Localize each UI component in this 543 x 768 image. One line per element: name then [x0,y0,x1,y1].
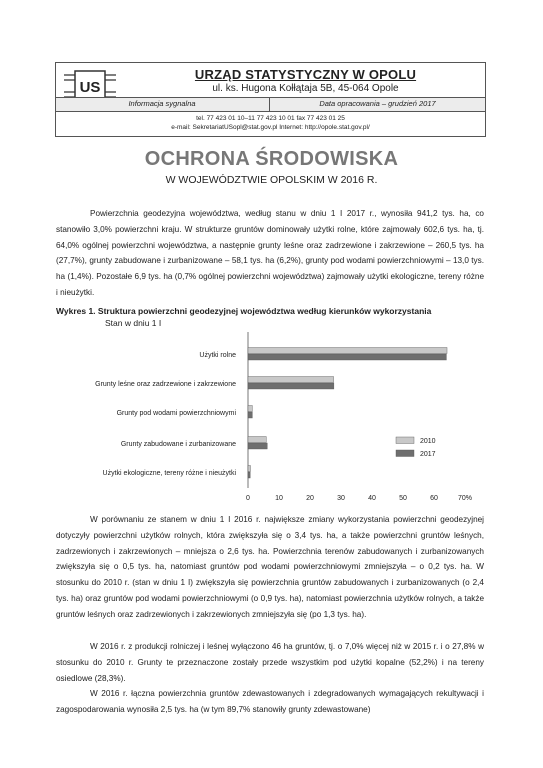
degraded-land-paragraph: W 2016 r. łączna powierzchnia gruntów zdewastowanych i zdegradowanych wymagających rekultywacji i zagospodarowania wynosiła 2,5 tys. ha (w tym 89,7% stanowiły grunty zdewastowane) [56,689,484,714]
comparison-paragraph: W porównaniu ze stanem w dniu 1 I 2016 r. największe zmiany wykorzystania powierzchni geodezyjnej dotyczyły powierzchni użytków rolnych, która zwiększyła się o 3,4 tys. ha, a także powierzchni gruntów leśnych, zadrzewionych i zakrzewionych – mniejsza o 2,6 tys. ha. Powierzchnia terenów zabudowanych i zurbanizowanych zwiększyła się o 0,5 tys. ha, natomiast gruntów pod wodami powierzchniowymi zmniejszyła – o 0,2 tys. ha. W stosunku do 2010 r. (stan w dniu 1 I) zwiększyła się powierzchnia gruntów zabudowanych i zurbanizowanych (o 2,4 tys. ha) oraz gruntów pod wodami powierzchniowymi (o 0,9 tys. ha), natomiast powierzchnia użytków rolnych, a także gruntów leśnych oraz zadrzewionych i zakrzewionych zmniejszyła się (po 1,3 tys. ha). [56,515,484,619]
x-tick-label: 30 [337,495,345,502]
category-label: Grunty leśne oraz zadrzewione i zakrzewione [95,381,236,388]
chart-title: Wykres 1. Struktura powierzchni geodezyjnej województwa według kierunków wykorzystania [56,306,432,316]
svg-text:US: US [79,79,101,96]
bar-2017 [248,472,250,478]
legend-swatch-2017 [396,450,414,457]
category-label: Użytki rolne [199,352,236,359]
bar-2010 [248,437,266,443]
category-label: Użytki ekologiczne, tereny różne i nieużytki [102,470,236,477]
info-row [56,97,485,112]
office-name: URZĄD STATYSTYCZNY W OPOLU [194,67,417,82]
x-tick-label: 10 [275,495,283,502]
bar-2010 [248,377,334,383]
land-exclusion-paragraph: W 2016 r. z produkcji rolniczej i leśnej wyłączono 46 ha gruntów, tj. o 7,0% więcej niż w 2015 r. i o 27,8% w stosunku do 2010 r. Grunty te przeznaczone zostały przede wszystkim pod użytki kopalne (52,2%) i na tereny osiedlowe (28,3%). [56,642,484,683]
x-tick-label: 40 [368,495,376,502]
category-label: Grunty pod wodami powierzchniowymi [116,410,236,417]
date-label: Data opracowania – grudzień 2017 [319,99,436,108]
x-tick-label: 60 [430,495,438,502]
bar-2010 [248,466,250,472]
land-use-bar-chart [60,330,480,508]
x-tick-label: 0 [246,495,250,502]
intro-paragraph: Powierzchnia geodezyjna województwa, według stanu w dniu 1 I 2017 r., wynosiła 941,2 tys. ha, co stanowiło 3,0% powierzchni kraju. W strukturze gruntów dominowały użytki rolne, które zajmowały 602,6 tys. ha, tj. 64,0% ogólnej powierzchni województwa, a następnie grunty leśne oraz zadrzewione i zakrzewione – 260,5 tys. ha (27,7%), grunty zabudowane i zurbanizowane – 58,1 tys. ha (6,2%), grunty pod wodami powierzchniowymi – 13,0 tys. ha (1,4%). Pozostałe 6,9 tys. ha (0,7% ogólnej powierzchni województwa) zajmowały użytki ekologiczne, tereny różne i nieużytki. [56,209,484,297]
document-subtitle: W WOJEWÓDZTWIE OPOLSKIM W 2016 R. [165,174,378,186]
bar-2010 [248,406,252,412]
legend-label: 2017 [420,451,436,458]
document-title: OCHRONA ŚRODOWISKA [144,148,399,170]
bar-2017 [248,354,446,360]
bar-2017 [248,443,267,449]
contact-email: e-mail: SekretariatUSopl@stat.gov.pl Internet: http://opole.stat.gov.pl/ [171,124,370,131]
info-label: Informacja sygnalna [128,99,196,108]
x-tick-label: 20 [306,495,314,502]
legend-swatch-2010 [396,437,414,444]
bar-2017 [248,412,252,418]
legend-label: 2010 [420,438,436,445]
bar-2010 [248,348,447,354]
contact-phones: tel. 77 423 01 10–11 77 423 10 01 fax 77 423 01 25 [196,115,345,122]
category-label: Grunty zabudowane i zurbanizowane [120,441,236,448]
chart-subtitle: Stan w dniu 1 I [105,318,162,328]
bar-2017 [248,383,334,389]
x-tick-label: 70% [457,495,473,502]
header-box [55,62,486,137]
office-address: ul. ks. Hugona Kołłątaja 5B, 45-064 Opole [212,83,399,94]
x-tick-label: 50 [399,495,407,502]
